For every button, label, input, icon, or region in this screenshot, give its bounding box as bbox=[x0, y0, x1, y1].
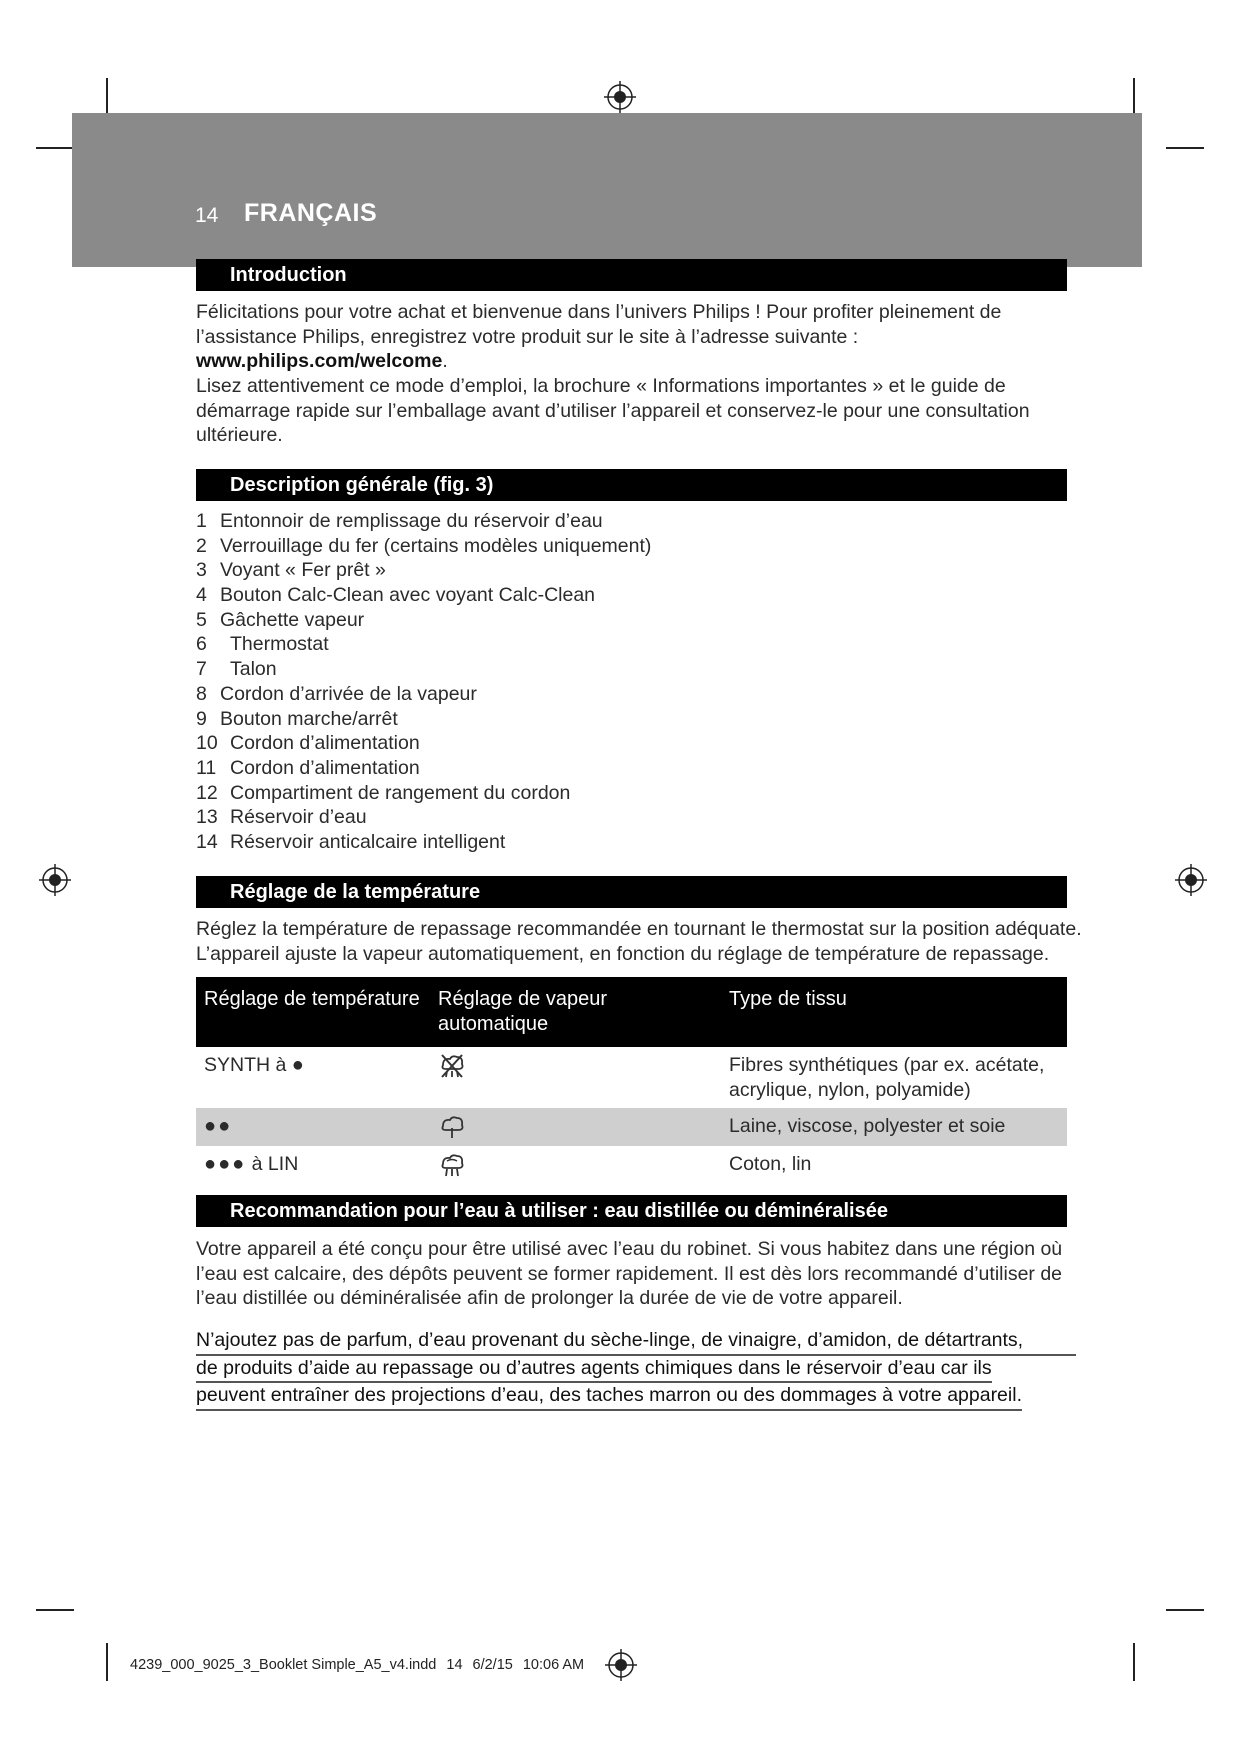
list-item-number: 1 bbox=[196, 510, 207, 532]
fabric-type: Laine, viscose, polyester et soie bbox=[721, 1108, 1067, 1146]
list-item bbox=[196, 558, 651, 583]
list-item-number: 7 bbox=[196, 658, 207, 681]
section-title-temperature: Réglage de la température bbox=[196, 876, 1067, 908]
table-row bbox=[196, 1146, 1067, 1184]
list-item-text: Verrouillage du fer (certains modèles uniquement) bbox=[220, 534, 652, 557]
list-item-text: Réservoir d’eau bbox=[230, 806, 367, 829]
warning-line: N’ajoutez pas de parfum, d’eau provenant du sèche-linge, de vinaigre, d’amidon, de détartrants, bbox=[196, 1328, 1076, 1356]
list-item-number: 12 bbox=[196, 781, 218, 804]
warning-line: peuvent entraîner des projections d’eau, des taches marron ou des dommages à votre appareil. bbox=[196, 1383, 1022, 1411]
table-header-steam: Réglage de vapeur automatique bbox=[430, 977, 721, 1047]
water-paragraph: Votre appareil a été conçu pour être utilisé avec l’eau du robinet. Si vous habitez dans une région où l’eau est calcaire, des dépôts peuvent se former rapidement. Il est dès lors recommandé d’utiliser de l’eau distillée ou déminéralisée afin de prolonger la durée de vie de votre appareil. bbox=[196, 1238, 1063, 1310]
warning-line: de produits d’aide au repassage ou d’autres agents chimiques dans le réservoir d’eau car ils bbox=[196, 1356, 992, 1384]
steam-setting bbox=[430, 1146, 721, 1184]
section-title-introduction: Introduction bbox=[196, 259, 1067, 291]
section-title-water: Recommandation pour l’eau à utiliser : eau distillée ou déminéralisée bbox=[196, 1195, 1067, 1227]
section-title-description: Description générale (fig. 3) bbox=[196, 469, 1067, 501]
temperature-setting bbox=[196, 1047, 430, 1108]
table-header-temperature: Réglage de température bbox=[196, 977, 430, 1047]
temperature-setting bbox=[196, 1146, 430, 1184]
crop-mark bbox=[1166, 1609, 1204, 1611]
table-header-fabric: Type de tissu bbox=[721, 977, 1067, 1047]
setting-label: à LIN bbox=[246, 1153, 299, 1176]
crop-mark bbox=[106, 78, 108, 116]
registration-mark-icon bbox=[1174, 863, 1208, 897]
temperature-setting bbox=[196, 1108, 430, 1146]
table-row bbox=[196, 1047, 1067, 1108]
page-number: 14 bbox=[195, 204, 219, 227]
registration-mark-icon bbox=[38, 863, 72, 897]
warning-text bbox=[196, 1328, 1076, 1411]
registration-mark-icon bbox=[604, 1648, 638, 1682]
list-item bbox=[196, 682, 651, 707]
list-item bbox=[196, 731, 651, 756]
steam-setting bbox=[430, 1108, 721, 1146]
description-list bbox=[196, 509, 651, 855]
list-item bbox=[196, 781, 651, 806]
crop-mark bbox=[1133, 1643, 1135, 1681]
list-item-text: Réservoir anticalcaire intelligent bbox=[230, 830, 506, 853]
list-item bbox=[196, 707, 651, 732]
list-item-text: Cordon d’arrivée de la vapeur bbox=[220, 682, 477, 705]
fabric-type: Coton, lin bbox=[729, 1153, 812, 1176]
list-item bbox=[196, 805, 651, 830]
print-slug bbox=[130, 1657, 594, 1673]
language-title: FRANÇAIS bbox=[244, 199, 378, 227]
crop-mark bbox=[36, 147, 74, 149]
intro-paragraph bbox=[196, 300, 1076, 374]
slug-page: 14 bbox=[446, 1657, 463, 1673]
slug-date: 6/2/15 bbox=[472, 1657, 513, 1673]
crop-mark bbox=[1133, 78, 1135, 116]
list-item-text: Voyant « Fer prêt » bbox=[220, 559, 386, 582]
philips-link[interactable]: www.philips.com/welcome bbox=[196, 350, 443, 373]
no-steam-icon bbox=[438, 1053, 466, 1079]
list-item-number: 4 bbox=[196, 584, 207, 607]
header-band bbox=[72, 113, 1142, 267]
list-item-text: Cordon d’alimentation bbox=[230, 756, 420, 779]
list-item-text: Bouton Calc-Clean avec voyant Calc-Clean bbox=[220, 584, 596, 607]
list-item-number: 10 bbox=[196, 732, 218, 755]
crop-mark bbox=[36, 1609, 74, 1611]
list-item bbox=[196, 756, 651, 781]
crop-mark bbox=[1166, 147, 1204, 149]
list-item bbox=[196, 608, 651, 633]
list-item bbox=[196, 509, 651, 534]
list-item-text: Gâchette vapeur bbox=[220, 608, 365, 631]
intro-text: Félicitations pour votre achat et bienvenue dans l’univers Philips ! Pour profiter pleinement de l’assistance Philips, enregistrez votre produit sur le site à l’adresse suivante : bbox=[196, 301, 1002, 348]
list-item-text: Thermostat bbox=[230, 633, 329, 656]
list-item-text: Cordon d’alimentation bbox=[230, 732, 420, 755]
registration-mark-icon bbox=[603, 80, 637, 114]
steam-setting bbox=[430, 1047, 721, 1108]
list-item-text: Entonnoir de remplissage du réservoir d’eau bbox=[220, 510, 603, 532]
temperature-paragraph: Réglez la température de repassage recommandée en tournant le thermostat sur la position adéquate. L’appareil ajuste la vapeur automatiquement, en fonction du réglage de température de repassage. bbox=[196, 918, 1082, 965]
list-item-number: 2 bbox=[196, 534, 207, 557]
max-steam-icon bbox=[438, 1152, 466, 1178]
setting-label: SYNTH à bbox=[204, 1054, 292, 1076]
temperature-dots: ●● bbox=[204, 1115, 233, 1138]
temperature-table bbox=[196, 977, 1067, 1184]
list-item-number: 9 bbox=[196, 707, 207, 730]
file-name: 4239_000_9025_3_Booklet Simple_A5_v4.indd bbox=[130, 1657, 437, 1673]
list-item bbox=[196, 583, 651, 608]
intro-period: . bbox=[442, 350, 448, 373]
low-steam-icon bbox=[438, 1114, 466, 1140]
list-item-text: Compartiment de rangement du cordon bbox=[230, 781, 571, 804]
fabric-type: Fibres synthétiques (par ex. acétate, acrylique, nylon, polyamide) bbox=[729, 1054, 1045, 1101]
list-item-number: 3 bbox=[196, 559, 207, 582]
list-item-number: 11 bbox=[196, 756, 217, 779]
list-item-number: 8 bbox=[196, 682, 207, 705]
temperature-dots: ●●● bbox=[204, 1153, 247, 1176]
slug-time: 10:06 AM bbox=[522, 1657, 585, 1673]
list-item bbox=[196, 534, 651, 559]
table-row bbox=[196, 1108, 1067, 1146]
list-item-number: 6 bbox=[196, 633, 207, 656]
list-item-text: Talon bbox=[230, 658, 277, 681]
crop-mark bbox=[106, 1643, 108, 1681]
list-item-text: Bouton marche/arrêt bbox=[220, 707, 398, 730]
list-item bbox=[196, 830, 651, 855]
list-item-number: 14 bbox=[196, 830, 218, 853]
list-item-number: 5 bbox=[196, 608, 207, 631]
list-item-number: 13 bbox=[196, 806, 218, 829]
list-item bbox=[196, 632, 651, 657]
temperature-dots: ● bbox=[291, 1054, 306, 1076]
list-item bbox=[196, 657, 651, 682]
intro-paragraph-2: Lisez attentivement ce mode d’emploi, la brochure « Informations importantes » et le guide de démarrage rapide sur l’emballage avant d’utiliser l’appareil et conservez-le pour une consultation ultérieure. bbox=[196, 375, 1030, 447]
